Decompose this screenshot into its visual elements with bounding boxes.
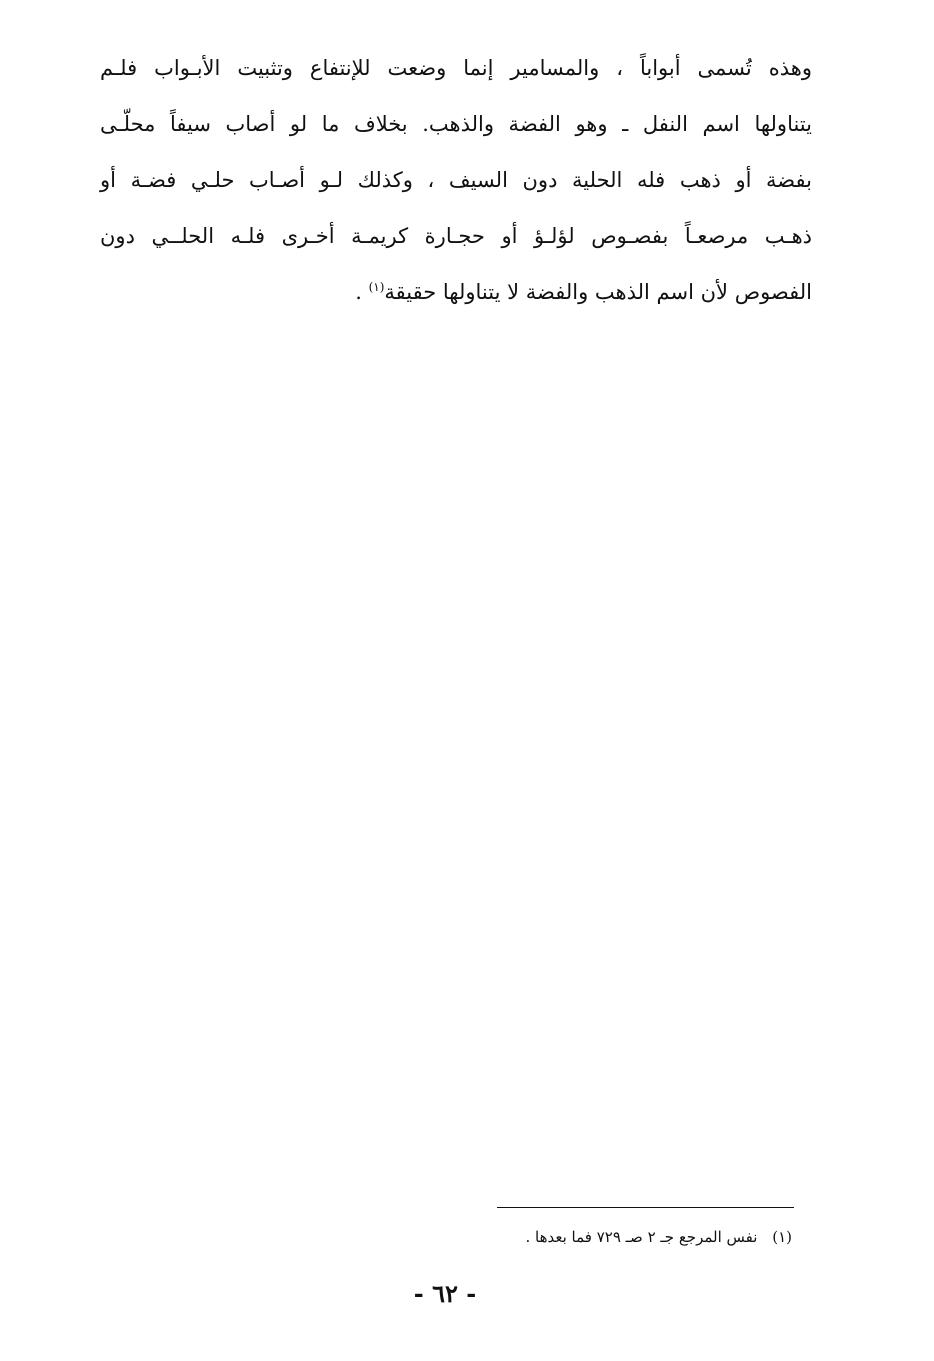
text-line-5 (100, 264, 812, 320)
end-punctuation: . (355, 280, 369, 304)
footnote-reference: (١) (368, 280, 385, 294)
text-line-1: وهذه تُسمى أبواباً ، والمسامير إنما وضعت للإنتفاع وتثبيت الأبـواب فلـم (100, 56, 812, 80)
footnote-marker: (١) (772, 1228, 792, 1246)
page-number: - ٦٢ - (413, 1279, 477, 1308)
footnote-separator (497, 1207, 794, 1208)
footnote-text: نفس المرجع جـ ٢ صـ ٧٢٩ فما بعدها . (525, 1228, 758, 1246)
main-paragraph (100, 40, 812, 320)
text-line-5-content: الفصوص لأن اسم الذهب والفضة لا يتناولها حقيقة (384, 280, 812, 304)
text-line-3: بفضة أو ذهب فله الحلية دون السيف ، وكذلك لـو أصـاب حلـي فضـة أو (100, 168, 812, 192)
text-line-4: ذهـب مرصعـاً بفصـوص لؤلـؤ أو حجـارة كريمـة أخـرى فلـه الحلــي دون (100, 224, 812, 248)
footnote (380, 1222, 792, 1252)
text-line-2: يتناولها اسم النفل ـ وهو الفضة والذهب. بخلاف ما لو أصاب سيفاً محلّـى (100, 112, 812, 136)
